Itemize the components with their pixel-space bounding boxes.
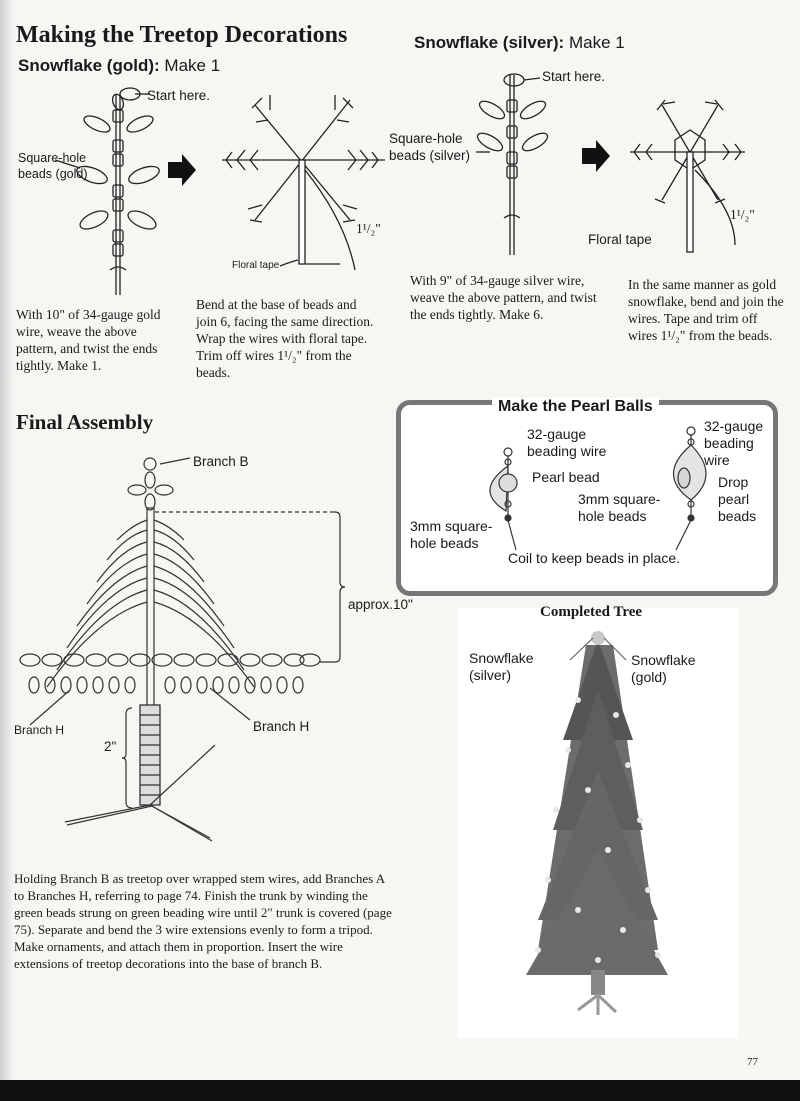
gold-start-label: Start here. <box>147 88 211 103</box>
pearl-drop-label-2: pearl <box>718 491 750 507</box>
gold-beads-label-2: beads (gold) <box>18 167 88 181</box>
page-title: Making the Treetop Decorations <box>16 22 348 48</box>
silver-beads-label-2: beads (silver) <box>389 148 471 163</box>
gold-heading-name: Snowflake (gold): <box>18 56 160 75</box>
completed-gold-label <box>631 652 696 686</box>
branch-b-label: Branch B <box>193 454 249 469</box>
pearl-wire2-label-1: 32-gauge <box>704 418 764 434</box>
gold-measure-label: 1¹/₂" <box>356 221 381 236</box>
pearl-drop-label-1: Drop <box>718 474 749 490</box>
completed-silver-label-1: Snowflake <box>469 650 534 666</box>
silver-caption-1: With 9" of 34-gauge silver wire, weave the above pattern, and twist the ends tightly. Make 6. <box>410 273 597 322</box>
pearl-drop-label <box>718 474 756 525</box>
pearl-balls-heading: Make the Pearl Balls <box>492 398 659 416</box>
silver-measure-label: 1¹/₂" <box>730 207 755 222</box>
branch-h-right-label: Branch H <box>253 719 310 734</box>
silver-beaded-branch <box>475 74 550 255</box>
silver-heading-count: Make 1 <box>568 33 625 52</box>
gold-snowflake-shape <box>222 95 385 270</box>
pearl-wire1-label-2: beading wire <box>527 443 607 459</box>
gold-beads-label-1: Square-hole <box>18 151 87 165</box>
pearl-square2-label-2: hole beads <box>578 508 647 524</box>
assembly-caption: Holding Branch B as treetop over wrapped stem wires, add Branches A to Branches H, referring to page 74. Finish the trunk by winding the green beads strung on green beading wire until 2" trunk is covered (page 75). Separate and bend the 3 wire extensions evenly to form a tripod. Make ornaments, and attach them in proportion. Insert the wire extensions of treetop decorations into the base of branch B. <box>14 871 392 971</box>
gold-heading-count: Make 1 <box>164 56 221 75</box>
completed-tree-title: Completed Tree <box>540 604 643 620</box>
pearl-square1-label <box>410 518 492 552</box>
silver-beads-label-1: Square-hole <box>389 131 463 146</box>
gold-floral-tape-label: Floral tape <box>232 260 280 271</box>
silver-snowflake-shape <box>630 100 745 252</box>
pearl-coil-label: Coil to keep beads in place. <box>508 550 680 566</box>
pearl-square1-label-1: 3mm square- <box>410 518 493 534</box>
pearl-drop-label-3: beads <box>718 508 757 524</box>
pearl-wire1-label <box>527 426 606 460</box>
silver-snowflake-heading <box>414 33 625 53</box>
trunk-2in-label: 2" <box>104 739 117 754</box>
gold-snowflake-diagrams <box>0 80 400 300</box>
silver-start-label: Start here. <box>542 69 606 84</box>
pearl-bead-label: Pearl bead <box>532 469 600 485</box>
arrow-right-icon <box>582 140 610 172</box>
silver-caption-2: In the same manner as gold snowflake, bend and join the wires. Tape and trim off wires 1¹/₂" from the beads. <box>628 277 784 343</box>
gold-beaded-branch <box>55 88 161 295</box>
gold-caption-2: Bend at the base of beads and join 6, facing the same direction. Wrap the wires with floral tape. Trim off wires 1¹/₂" from the beads. <box>196 297 374 380</box>
pearl-wire1-label-1: 32-gauge <box>527 426 587 442</box>
pearl-square2-label <box>578 491 660 525</box>
pearl-wire2-label-3: wire <box>704 452 730 468</box>
pearl-wire2-label <box>704 418 763 469</box>
gold-caption-1: With 10" of 34-gauge gold wire, weave the above pattern, and twist the ends tightly. Make 1. <box>16 307 161 373</box>
pearl-wire2-label-2: beading <box>704 435 754 451</box>
completed-silver-label-2: (silver) <box>469 667 511 683</box>
bottom-scan-edge <box>0 1080 800 1101</box>
silver-heading-name: Snowflake (silver): <box>414 33 565 52</box>
final-assembly-diagram <box>10 450 390 840</box>
final-assembly-heading: Final Assembly <box>16 410 154 434</box>
completed-gold-label-2: (gold) <box>631 669 667 685</box>
approx-10-label: approx.10" <box>348 597 413 612</box>
pearl-square1-label-2: hole beads <box>410 535 479 551</box>
gold-snowflake-heading <box>18 56 220 76</box>
page-number: 77 <box>747 1056 758 1068</box>
gold-beads-label <box>18 150 88 182</box>
completed-gold-label-1: Snowflake <box>631 652 696 668</box>
silver-floral-tape-label: Floral tape <box>588 232 652 247</box>
pearl-square2-label-1: 3mm square- <box>578 491 661 507</box>
branch-h-left-label: Branch H <box>14 723 65 737</box>
completed-silver-label <box>469 650 534 684</box>
arrow-right-icon <box>168 154 196 186</box>
silver-beads-label <box>389 130 470 164</box>
